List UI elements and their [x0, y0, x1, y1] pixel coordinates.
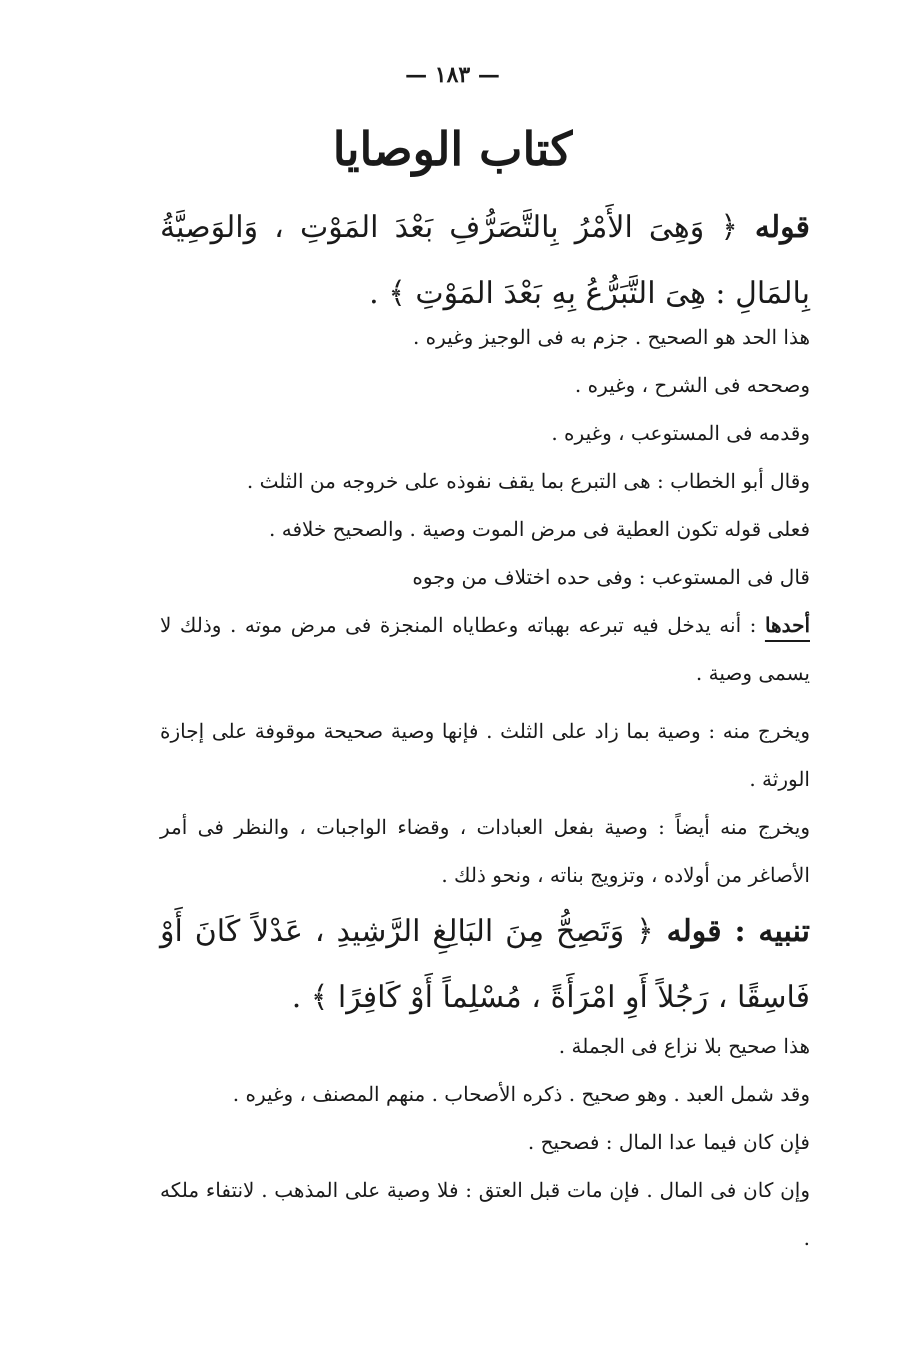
page-number: — ١٨٣ — [405, 62, 500, 88]
paragraph: هذا صحيح بلا نزاع فى الجملة . [558, 1034, 810, 1058]
paragraph: هذا الحد هو الصحيح . جزم به فى الوجيز وغيره . [412, 325, 810, 349]
paragraph-text: : أنه يدخل فيه تبرعه بهباته وعطاياه المنجزة فى مرض موته . وذلك لا يسمى وصية . [160, 613, 810, 685]
paragraph: وقال أبو الخطاب : هى التبرع بما يقف نفوذه على خروجه من الثلث . [246, 469, 810, 493]
paragraph: وصححه فى الشرح ، وغيره . [574, 373, 810, 397]
paragraph: وقد شمل العبد . وهو صحيح . ذكره الأصحاب . منهم المصنف ، وغيره . [232, 1082, 810, 1106]
paragraph: فعلى قوله تكون العطية فى مرض الموت وصية . والصحيح خلافه . [269, 517, 810, 541]
chapter-title: كتاب الوصايا [332, 122, 573, 176]
paragraph: ويخرج منه : وصية بما زاد على الثلث . فإنها وصية صحيحة موقوفة على إجازة الورثة . [160, 719, 810, 791]
quoted-passage-wasiyya-definition [160, 195, 810, 327]
paragraph-first-aspect [160, 601, 810, 697]
passage-text: ﴿ وَهِىَ الأَمْرُ بِالتَّصَرُّفِ بَعْدَ المَوْتِ ، وَالوَصِيَّةُ بِالمَالِ : هِىَ التَّبَرُّعُ بِهِ بَعْدَ المَوْتِ ﴾ . [160, 210, 810, 311]
passage-lead: قوله [737, 210, 810, 245]
paragraph: ويخرج منه أيضاً : وصية بفعل العبادات ، وقضاء الواجبات ، والنظر فى أمر الأصاغر من أولاده ، وتزويج بناته ، ونحو ذلك . [160, 815, 810, 887]
paragraph-lead: أحدها [764, 613, 810, 637]
quoted-passage-validity [160, 899, 810, 1031]
paragraph: فإن كان فيما عدا المال : فصحيح . [527, 1130, 810, 1154]
passage-lead: تنبيه : قوله [653, 914, 811, 949]
passage-text: ﴿ وَتَصِحُّ مِنَ البَالِغِ الرَّشِيدِ ، عَدْلاً كَانَ أَوْ فَاسِقًا ، رَجُلاً أَوِ امْرَأَةً ، مُسْلِماً أَوْ كَافِرًا ﴾ . [160, 914, 810, 1015]
paragraph: قال فى المستوعب : وفى حده اختلاف من وجوه [412, 565, 810, 589]
paragraph: وقدمه فى المستوعب ، وغيره . [551, 421, 810, 445]
paragraph: وإن كان فى المال . فإن مات قبل العتق : فلا وصية على المذهب . لانتفاء ملكه . [160, 1178, 810, 1250]
